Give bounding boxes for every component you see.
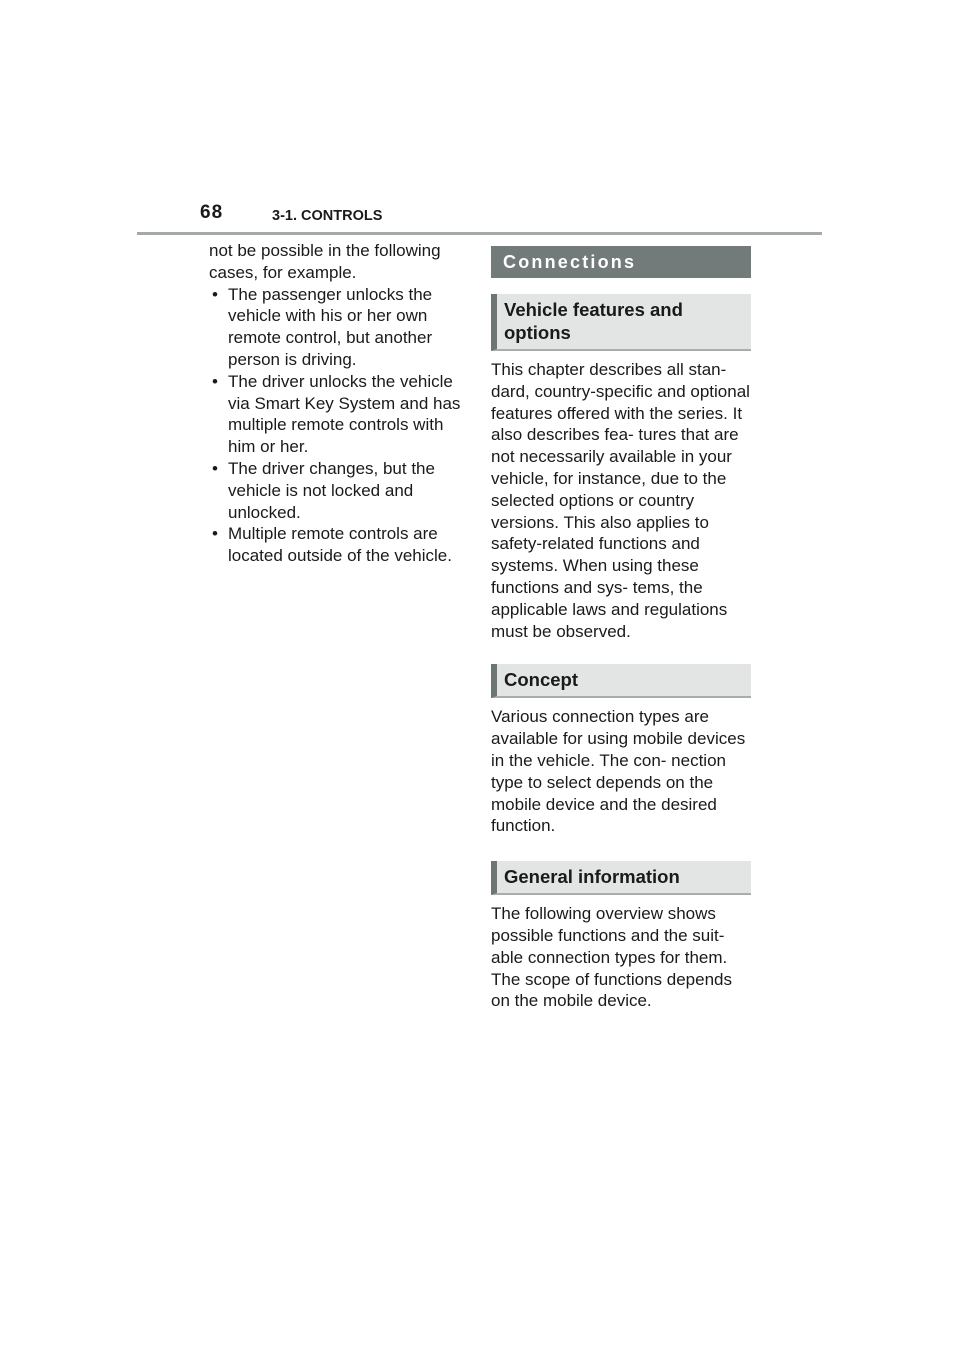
bullet-icon: • <box>212 458 218 478</box>
section-label: 3-1. CONTROLS <box>272 208 383 224</box>
list-item-text: The passenger unlocks the vehicle with his or her own remote control, but another person is driving. <box>228 284 433 369</box>
right-column <box>491 246 751 1012</box>
list-item <box>209 284 471 371</box>
bullet-list <box>209 284 471 567</box>
section-body-general-information: The following overview shows possible functions and the suit- able connection types for them. The scope of functions depends on the mobile device. <box>491 904 732 1011</box>
section-body-concept: Various connection types are available for using mobile devices in the vehicle. The con- nection type to select depends on the mobile device and the desired function. <box>491 707 746 836</box>
list-item-text: The driver unlocks the vehicle via Smart Key System and has multiple remote controls with him or her. <box>228 371 461 457</box>
section-heading-concept: Concept <box>491 664 751 698</box>
section-heading-general-information: General information <box>491 861 751 895</box>
page-number: 68 <box>200 202 224 223</box>
intro-text: not be possible in the following cases, for example. <box>209 241 441 282</box>
section-heading-features: Vehicle features and options <box>491 294 751 351</box>
bullet-icon: • <box>212 371 218 391</box>
header-divider <box>137 232 822 235</box>
list-item <box>209 523 471 567</box>
chapter-title: Connections <box>491 246 751 278</box>
list-item <box>209 458 471 523</box>
list-item-text: The driver changes, but the vehicle is not locked and unlocked. <box>228 458 435 522</box>
bullet-icon: • <box>212 284 218 304</box>
list-item-text: Multiple remote controls are located outside of the vehicle. <box>228 524 452 566</box>
section-body-features: This chapter describes all stan- dard, country-specific and optional features offered with the series. It also describes fea- tures that are not necessarily available in your vehicle, for instance, due to the selected options or country versions. This also applies to safety-related functions and systems. When using these functions and sys- tems, the applicable laws and regulations must be observed. <box>491 360 750 641</box>
bullet-icon: • <box>212 524 218 544</box>
list-item <box>209 371 471 458</box>
left-column <box>209 240 471 567</box>
